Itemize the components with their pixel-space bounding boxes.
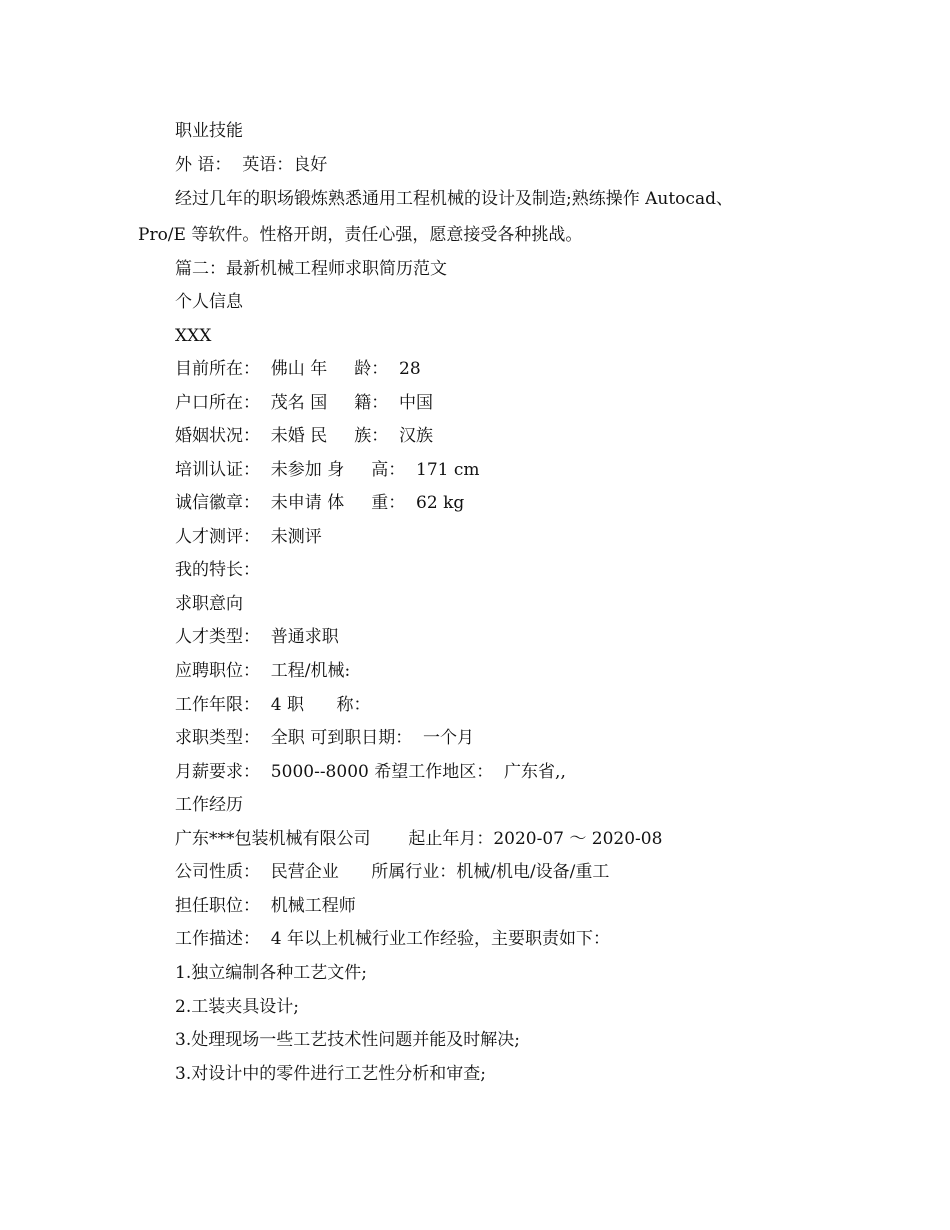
- text-line: 培训认证： 未参加 身 高： 171 cm: [175, 460, 480, 480]
- text-line: 经过几年的职场锻炼熟悉通用工程机械的设计及制造;熟练操作 Autocad、: [175, 189, 733, 209]
- section-heading-skills: 职业技能: [175, 121, 243, 141]
- text-line: 人才测评： 未测评: [175, 527, 322, 547]
- text-line: 1.独立编制各种工艺文件;: [175, 963, 367, 983]
- text-line: 3.处理现场一些工艺技术性问题并能及时解决;: [175, 1030, 520, 1050]
- text-line: 外 语： 英语：良好: [175, 155, 328, 175]
- text-line: 广东***包装机械有限公司 起止年月：2020-07 ～ 2020-08: [175, 829, 663, 849]
- text-line: 我的特长：: [175, 560, 260, 580]
- text-line: 人才类型： 普通求职: [175, 627, 339, 647]
- section-heading-part2: 篇二：最新机械工程师求职简历范文: [175, 259, 447, 279]
- text-line: 目前所在： 佛山 年 龄： 28: [175, 359, 421, 379]
- section-heading-job-intent: 求职意向: [175, 594, 243, 614]
- text-line: 诚信徽章： 未申请 体 重： 62 kg: [175, 493, 465, 513]
- text-line: 工作描述： 4 年以上机械行业工作经验，主要职责如下：: [175, 929, 611, 949]
- text-line: 公司性质： 民营企业 所属行业：机械/机电/设备/重工: [175, 862, 610, 882]
- text-line: XXX: [175, 326, 212, 346]
- text-line: 工作年限： 4 职 称：: [175, 695, 371, 715]
- text-line: 婚姻状况： 未婚 民 族： 汉族: [175, 426, 434, 446]
- text-line: Pro/E 等软件。性格开朗，责任心强，愿意接受各种挑战。: [138, 225, 583, 245]
- text-line: 3.对设计中的零件进行工艺性分析和审查;: [175, 1064, 486, 1084]
- section-heading-personal-info: 个人信息: [175, 292, 243, 312]
- text-line: 月薪要求： 5000--8000 希望工作地区： 广东省,,: [175, 762, 566, 782]
- text-line: 2.工装夹具设计;: [175, 997, 299, 1017]
- text-line: 担任职位： 机械工程师: [175, 896, 356, 916]
- text-line: 户口所在： 茂名 国 籍： 中国: [175, 393, 434, 413]
- text-line: 求职类型： 全职 可到职日期： 一个月: [175, 728, 475, 748]
- section-heading-work-experience: 工作经历: [175, 795, 243, 815]
- text-line: 应聘职位： 工程/机械:: [175, 661, 351, 681]
